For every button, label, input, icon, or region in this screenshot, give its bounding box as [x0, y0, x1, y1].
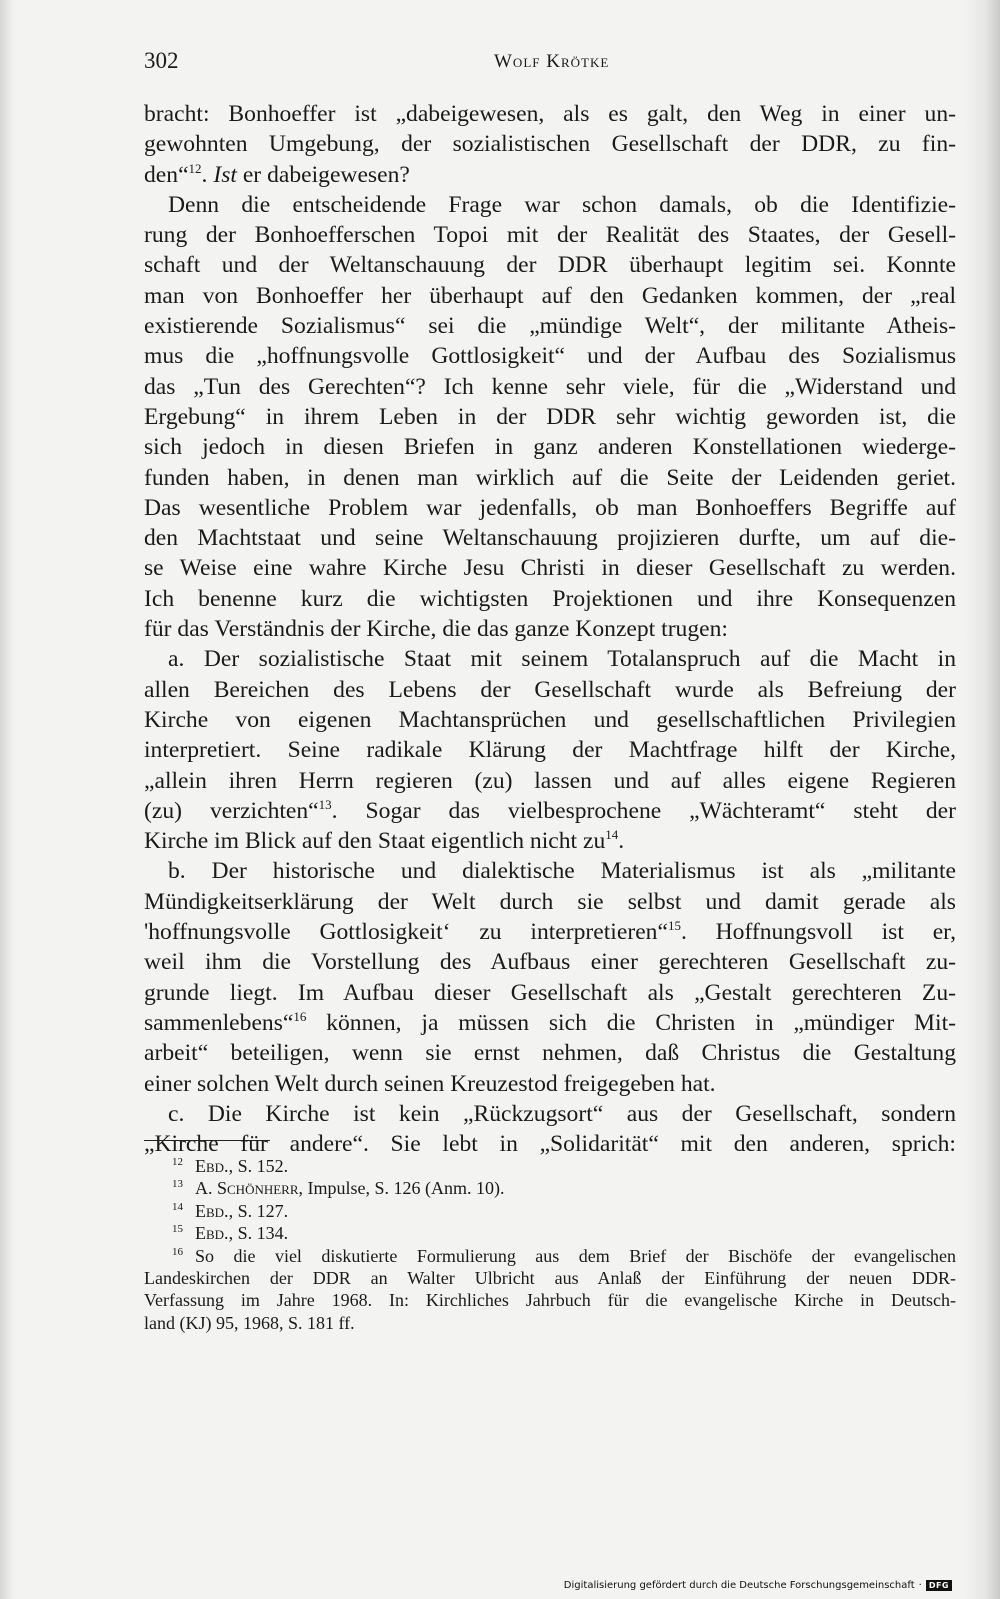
text-line: funden haben, in denen man wirklich auf die Seite der Leidenden geriet. — [144, 464, 956, 491]
footnote-line — [144, 1312, 956, 1334]
text-segment: (zu) verzichten“ — [144, 797, 319, 824]
footnote-author: Ebd. — [195, 1200, 229, 1221]
page-edge-shadow-right — [964, 0, 1000, 1599]
text-line: weil ihm die Vorstellung des Aufbaus einer gerechteren Gesellschaft zu- — [144, 949, 956, 976]
text-segment: den“ — [144, 161, 189, 188]
footnote-line — [144, 1289, 956, 1311]
text-line: Das wesentliche Problem war jedenfalls, ob man Bonhoeffers Begriffe auf — [144, 494, 956, 521]
text-line — [144, 1008, 956, 1038]
body-text — [144, 99, 956, 1159]
text-line: interpretiert. Seine radikale Klärung der Machtfrage hilft der Kirche, — [144, 737, 956, 764]
text-line: gewohnten Umgebung, der sozialistischen Gesellschaft der DDR, zu fin- — [144, 131, 956, 158]
footnote-ref: 12 — [188, 160, 202, 176]
text-line: Kirche von eigenen Machtansprüchen und gesellschaftlichen Privilegien — [144, 706, 956, 733]
text-segment: 'hoffnungsvolle Gottlosigkeit‘ zu interpretieren“ — [144, 919, 668, 946]
text-line: das „Tun des Gerechten“? Ich kenne sehr viele, für die „Widerstand und — [144, 373, 956, 400]
footnote-number: 16 — [172, 1245, 183, 1258]
text-line: sich jedoch in diesen Briefen in ganz anderen Konstellationen wiederge- — [144, 434, 956, 461]
text-line: existierende Sozialismus“ sei die „mündige Welt“, der militante Atheis- — [144, 313, 956, 340]
text-line — [144, 826, 956, 856]
text-line: rung der Bonhoefferschen Topoi mit der Realität des Staates, der Gesell- — [144, 222, 956, 249]
footnote-ref: 14 — [605, 827, 619, 843]
text-line: a. Der sozialistische Staat mit seinem Totalanspruch auf die Macht in — [168, 646, 956, 673]
footnote-text: , Impulse, S. 126 (Anm. 10). — [298, 1178, 505, 1199]
text-segment: er dabeigewesen? — [236, 161, 410, 188]
text-line: c. Die Kirche ist kein „Rückzugsort“ aus der Gesellschaft, sondern — [168, 1100, 956, 1127]
text-line: se Weise eine wahre Kirche Jesu Christi in dieser Gesellschaft zu werden. — [144, 555, 956, 582]
text-line: bracht: Bonhoeffer ist „dabeigewesen, als es galt, den Weg in einer un- — [144, 101, 956, 127]
footnote-text: , S. 127. — [228, 1200, 289, 1221]
footnote-text: Landeskirchen der DDR an Walter Ulbricht aus Anlaß der Einführung der neuen DDR- — [144, 1267, 956, 1288]
footnote-author: Ebd. — [195, 1223, 229, 1244]
page-header — [144, 48, 956, 82]
text-line: einer solchen Welt durch seinen Kreuzestod freigegeben hat. — [144, 1070, 716, 1097]
footnote-line — [144, 1267, 956, 1289]
footnote — [144, 1155, 956, 1177]
footnote — [144, 1177, 956, 1199]
digitization-credit — [564, 1580, 952, 1591]
footnote-number: 12 — [172, 1156, 183, 1168]
text-segment: . — [201, 161, 214, 188]
footnote-author: A. Schönherr — [195, 1178, 299, 1199]
credit-text: Digitalisierung gefördert durch die Deutsche Forschungsgemeinschaft — [563, 1580, 915, 1591]
text-line: „Kirche für andere“. Sie lebt in „Solidarität“ mit den anderen, sprich: — [144, 1131, 956, 1158]
text-segment: können, ja müssen sich die Christen in „mündiger Mit- — [306, 1009, 956, 1036]
footnote — [144, 1222, 956, 1244]
footnote-text: land (KJ) 95, 1968, S. 181 ff. — [144, 1312, 355, 1333]
footnotes — [144, 1155, 956, 1334]
text-segment: . Sogar das vielbesprochene „Wächteramt“ steht der — [331, 797, 956, 824]
footnote-text: Verfassung im Jahre 1968. In: Kirchliches Jahrbuch für die evangelische Kirche in Deutsch- — [144, 1290, 956, 1311]
text-line: man von Bonhoeffer her überhaupt auf den Gedanken kommen, der „real — [144, 282, 956, 309]
text-line: b. Der historische und dialektische Materialismus ist als „militante — [168, 858, 956, 885]
text-line — [144, 917, 956, 947]
footnote-separator — [144, 1140, 270, 1141]
dfg-logo: DFG — [926, 1580, 952, 1591]
text-line: „allein ihren Herrn regieren (zu) lassen und auf alles eigene Regieren — [144, 767, 956, 794]
text-line: arbeit“ beteiligen, wenn sie ernst nehmen, daß Christus die Gestaltung — [144, 1040, 956, 1067]
text-line: den Machtstaat und seine Weltanschauung projizieren durfte, um auf die- — [144, 525, 956, 552]
running-head: Wolf Krötke — [494, 51, 610, 72]
footnote-text: So die viel diskutierte Formulierung aus dem Brief der Bischöfe der evangelischen — [195, 1245, 956, 1266]
footnote-ref: 15 — [667, 918, 681, 934]
page-edge-shadow-left — [0, 0, 14, 1599]
footnote-line — [144, 1245, 956, 1267]
text-line: allen Bereichen des Lebens der Gesellschaft wurde als Befreiung der — [144, 676, 956, 703]
footnote-number: 15 — [172, 1223, 183, 1236]
footnote-text: , S. 134. — [228, 1223, 289, 1244]
footnote-ref: 13 — [318, 796, 332, 812]
text-segment: . Hoffnungsvoll ist er, — [680, 919, 956, 946]
text-line — [144, 160, 956, 190]
text-line: schaft und der Weltanschauung der DDR überhaupt legitim sei. Konnte — [144, 252, 956, 279]
text-line: Mündigkeitserklärung der Welt durch sie selbst und damit gerade als — [144, 888, 956, 915]
text-segment: sammenlebens“ — [144, 1009, 294, 1036]
footnote-number: 13 — [172, 1178, 183, 1191]
emphasis: Ist — [213, 161, 237, 188]
text-line: Ich benenne kurz die wichtigsten Projektionen und ihre Konsequenzen — [144, 585, 956, 612]
text-line: Denn die entscheidende Frage war schon damals, ob die Identifizie- — [168, 191, 956, 218]
text-line: grunde liegt. Im Aufbau dieser Gesellschaft als „Gestalt gerechteren Zu- — [144, 979, 956, 1006]
text-segment: Kirche im Blick auf den Staat eigentlich nicht zu — [144, 828, 606, 855]
footnote-text: , S. 152. — [228, 1156, 289, 1176]
text-line: mus die „hoffnungsvolle Gottlosigkeit“ und der Aufbau des Sozialismus — [144, 343, 956, 370]
credit-separator: · — [918, 1580, 922, 1591]
text-line — [144, 796, 956, 826]
footnote-ref: 16 — [293, 1009, 307, 1025]
footnote-author: Ebd. — [195, 1156, 229, 1176]
footnote — [144, 1200, 956, 1222]
page-number: 302 — [144, 48, 179, 73]
text-line: Ergebung“ in ihrem Leben in der DDR sehr wichtig geworden ist, die — [144, 403, 956, 430]
text-segment: . — [618, 828, 625, 855]
text-line: für das Verständnis der Kirche, die das ganze Konzept trugen: — [144, 616, 728, 643]
footnote-number: 14 — [172, 1200, 183, 1213]
